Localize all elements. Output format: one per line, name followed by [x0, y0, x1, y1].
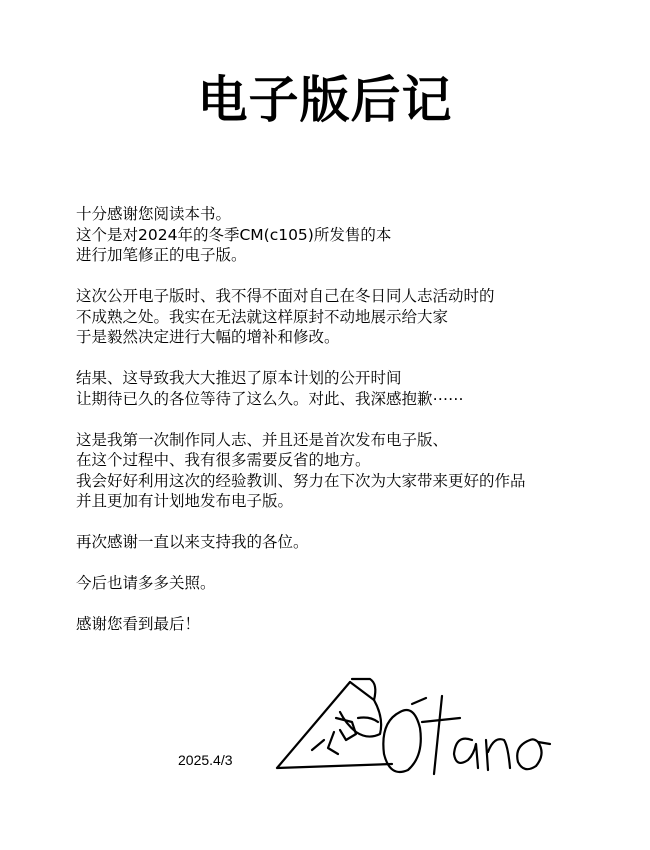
- page-title: 电子版后记: [197, 71, 453, 129]
- text-line: 这是我第一次制作同人志、并且还是首次发布电子版、: [76, 430, 449, 449]
- paragraph-2: [76, 286, 636, 348]
- text-line: 在这个过程中、我有很多需要反省的地方。: [76, 451, 371, 469]
- text-line: 感谢您看到最后！: [76, 615, 201, 633]
- paragraph-1: [76, 204, 636, 266]
- signature-mark-icon: [272, 674, 557, 789]
- text-line: 我会好好利用这次的经验教训、努力在下次为大家带来更好的作品: [76, 471, 526, 490]
- text-line: 再次感谢一直以来支持我的各位。: [76, 533, 309, 551]
- text-line: 十分感谢您阅读本书。: [76, 205, 232, 223]
- paragraph-3: [76, 368, 636, 409]
- text-line: 让期待已久的各位等待了这么久。对此、我深感抱歉⋯⋯: [76, 389, 464, 408]
- text-line: 并且更加有计划地发布电子版。: [76, 492, 294, 510]
- paragraph-6: [76, 573, 636, 594]
- text-line: 今后也请多多关照。: [76, 574, 216, 592]
- afterword-body: [76, 204, 636, 655]
- paragraph-4: [76, 430, 636, 512]
- text-line: 这次公开电子版时、我不得不面对自己在冬日同人志活动时的: [76, 287, 495, 305]
- text-line: 不成熟之处。我实在无法就这样原封不动地展示给大家: [76, 307, 449, 326]
- text-line: 这个是对2024年的冬季CM(c105)所发售的本: [76, 225, 392, 244]
- text-line: 于是毅然决定进行大幅的增补和修改。: [76, 328, 340, 346]
- paragraph-7: [76, 614, 636, 635]
- text-line: 结果、这导致我大大推迟了原本计划的公开时间: [76, 369, 402, 387]
- paragraph-5: [76, 532, 636, 553]
- date-label: 2025.4/3: [178, 752, 233, 768]
- text-line: 进行加笔修正的电子版。: [76, 246, 247, 264]
